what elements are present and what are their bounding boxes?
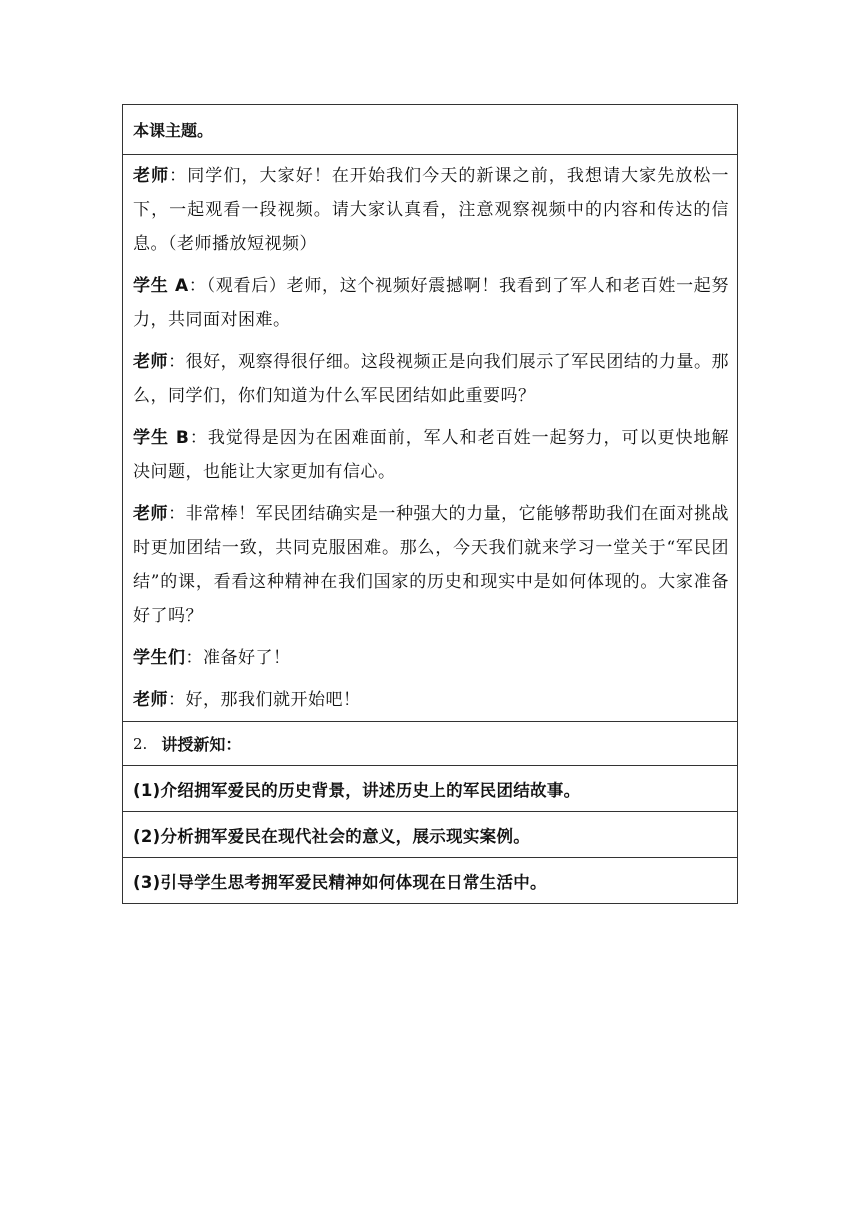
- speaker-label: 学生们: [133, 648, 186, 668]
- dialogue-text: ：（观看后）老师，这个视频好震撼啊！我看到了军人和老百姓一起努力，共同面对困难。: [133, 276, 729, 330]
- speaker-label: 老师: [133, 166, 170, 186]
- dialogue-paragraph: [133, 269, 729, 337]
- speaker-label: 老师: [133, 352, 169, 372]
- section-number: 2.: [133, 734, 148, 753]
- speaker-label: 老师: [133, 504, 169, 524]
- teaching-point-row: [123, 857, 737, 903]
- speaker-label: 老师: [133, 690, 168, 710]
- dialogue-text: ：很好，观察得很仔细。这段视频正是向我们展示了军民团结的力量。那么，同学们，你们知道为什么军民团结如此重要吗？: [133, 352, 730, 406]
- dialogue-row: [123, 154, 737, 721]
- speaker-label: 学生 A: [133, 276, 189, 296]
- dialogue-text: ：非常棒！军民团结确实是一种强大的力量，它能够帮助我们在面对挑战时更加团结一致，共同克服困难。那么，今天我们就来学习一堂关于“军民团结”的课，看看这种精神在我们国家的历史和现实中是如何体现的。大家准备好了吗？: [133, 504, 730, 626]
- dialogue-text: ：好，那我们就开始吧！: [168, 690, 361, 710]
- dialogue-paragraph: [133, 159, 729, 261]
- dialogue-paragraph: [133, 683, 729, 717]
- topic-text: 本课主题。: [133, 121, 214, 140]
- speaker-label: 学生 B: [133, 428, 190, 448]
- topic-row: [123, 105, 737, 154]
- dialogue-text: ：同学们，大家好！在开始我们今天的新课之前，我想请大家先放松一下，一起观看一段视频。请大家认真看，注意观察视频中的内容和传达的信息。（老师播放短视频）: [133, 166, 729, 254]
- section-heading-row: [123, 721, 737, 765]
- dialogue-paragraph: [133, 421, 729, 489]
- teaching-point-row: [123, 765, 737, 811]
- section-title: 讲授新知：: [161, 735, 242, 754]
- dialogue-paragraph: [133, 497, 729, 633]
- lesson-plan-table: [122, 104, 738, 904]
- teaching-point-row: [123, 811, 737, 857]
- teaching-point-text: (1)介绍拥军爱民的历史背景，讲述历史上的军民团结故事。: [133, 780, 581, 800]
- teaching-point-text: (2)分析拥军爱民在现代社会的意义，展示现实案例。: [133, 826, 531, 846]
- dialogue-text: ：准备好了！: [185, 648, 291, 668]
- teaching-point-text: (3)引导学生思考拥军爱民精神如何体现在日常生活中。: [133, 872, 547, 892]
- dialogue-paragraph: [133, 345, 729, 413]
- dialogue-text: ：我觉得是因为在困难面前，军人和老百姓一起努力，可以更快地解决问题，也能让大家更加有信心。: [133, 428, 729, 482]
- dialogue-paragraph: [133, 641, 729, 675]
